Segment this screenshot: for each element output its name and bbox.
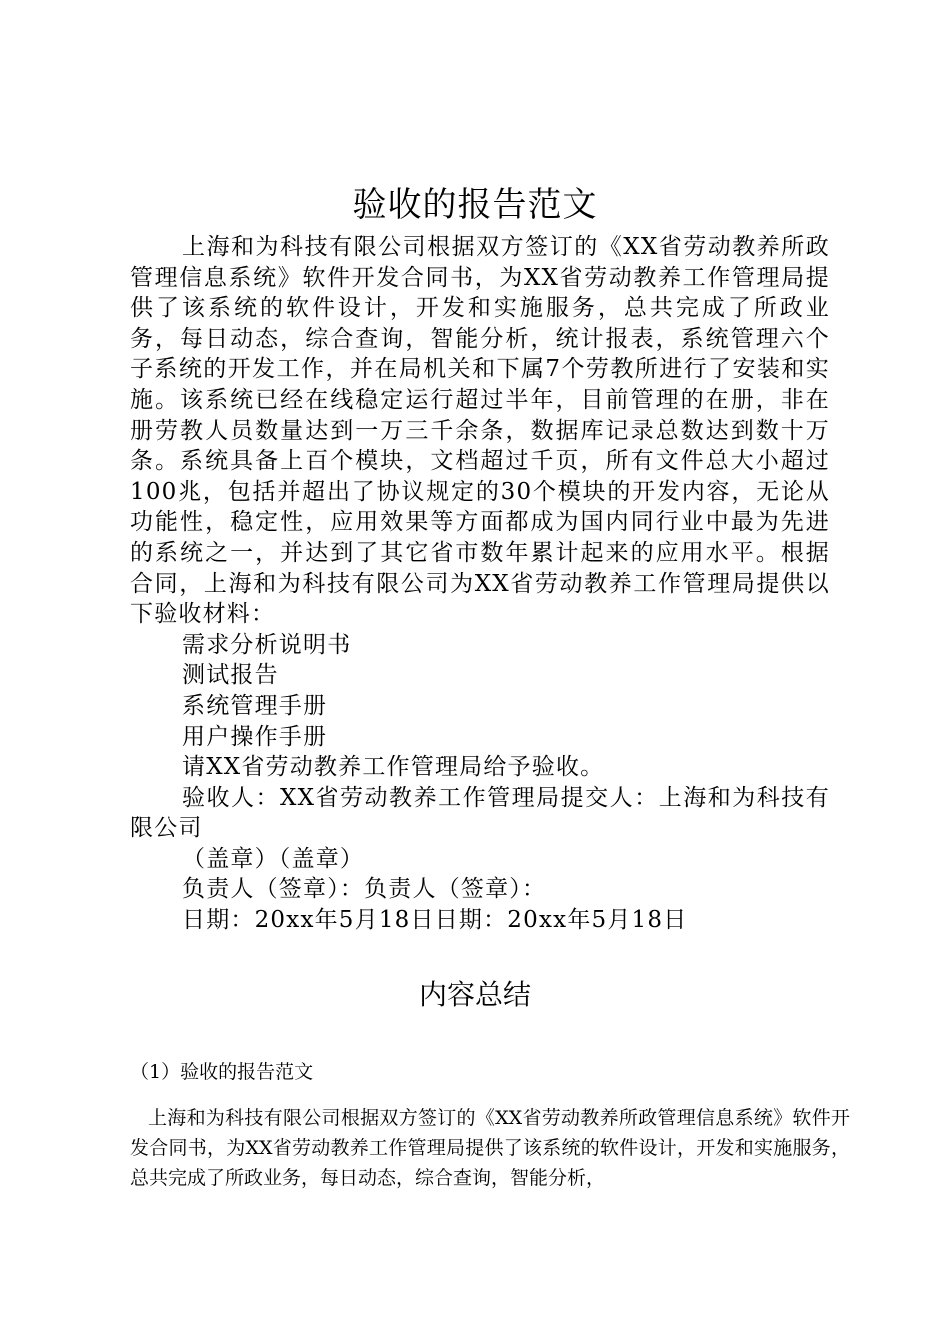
summary-text: 上海和为科技有限公司根据双方签订的《XX省劳动教养所政管理信息系统》软件开发合同书，为XX省劳动教养工作管理局提供了该系统的软件设计，开发和实施服务，总共完成了所政业务，每日动态，综合查询，智能分析， [130,1107,850,1189]
summary-title: 内容总结 [418,978,531,1011]
acceptance-request: 请XX省劳动教养工作管理局给予验收。 [182,754,605,781]
seal-line: （盖章）（盖章） [182,845,365,872]
acceptor-line: 验收人：XX省劳动教养工作管理局提交人：上海和为科技有限公司 [130,784,830,842]
document-title: 验收的报告范文 [352,185,598,225]
document-body [130,232,830,936]
responsible-line: 负责人（签章）：负责人（签章）： [182,876,547,903]
summary-subheading: （1）验收的报告范文 [130,1061,314,1083]
material-item: 系统管理手册 [182,692,328,719]
material-item: 需求分析说明书 [182,631,352,658]
material-item: 用户操作手册 [182,723,328,750]
date-line: 日期：20xx年5月18日日期：20xx年5月18日 [182,907,688,934]
summary-section [130,1057,850,1193]
intro-paragraph: 上海和为科技有限公司根据双方签订的《XX省劳动教养所政管理信息系统》软件开发合同书，为XX省劳动教养工作管理局提供了该系统的软件设计，开发和实施服务，总共完成了所政业务，每日动态，综合查询，智能分析，统计报表，系统管理六个子系统的开发工作，并在局机关和下属7个劳教所进行了安装和实施。该系统已经在线稳定运行超过半年，目前管理的在册，非在册劳教人员数量达到一万三千余条，数据库记录总数达到数十万条。系统具备上百个模块，文档超过千页，所有文件总大小超过100兆，包括并超出了协议规定的30个模块的开发内容，无论从功能性，稳定性，应用效果等方面都成为国内同行业中最为先进的系统之一，并达到了其它省市数年累计起来的应用水平。根据合同，上海和为科技有限公司为XX省劳动教养工作管理局提供以下验收材料： [130,234,830,628]
material-item: 测试报告 [182,662,279,689]
